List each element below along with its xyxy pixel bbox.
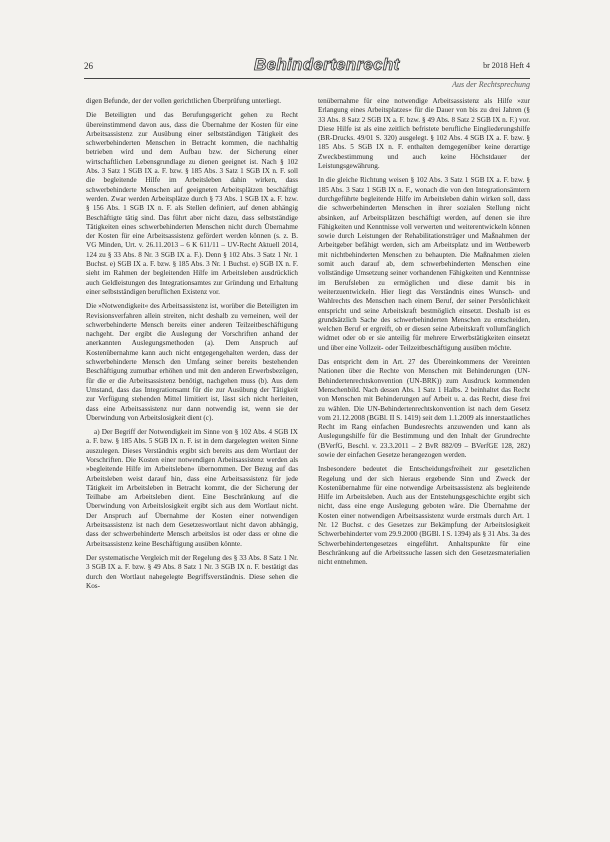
paragraph: Die »Notwendigkeit« des Arbeitsassistenz ist, worüber die Beteiligten im Revisionsverfahren allein streiten, nicht deshalb zu verneinen, weil der schwerbehinderte Mensch bereits einer anderen Teilzeitbeschäftigung nachgeht. Der ergibt die Auslegung der Vorschriften anhand der anerkannten Auslegungsmethoden (a). Dem Anspruch auf Kostenübernahme kann auch nicht entgegengehalten werden, dass der schwerbehinderte Mensch den Umfang seiner bereits bestehenden Beschäftigung zumutbar erhöhen und mit den anderen Erwerbsbezügen, für die er die Arbeitsassistenz benötigt, nachgehen muss (b). Aus dem Umstand, dass das Integrationsamt für die zur Ausübung der Tätigkeit zur Verfügung stehenden Mittel limitiert ist, lässt sich nicht herleiten, dass eine Arbeitsassistenz nur dann notwendig ist, wenn sie der Überwindung von Arbeitslosigkeit dient (c).: [86, 302, 298, 422]
paragraph: a) Der Begriff der Notwendigkeit im Sinne von § 102 Abs. 4 SGB IX a. F. bzw. § 185 Abs. 5 SGB IX n. F. ist in dem dargelegten weiten Sinne auszulegen. Dieses Verständnis ergibt sich bereits aus dem Wortlaut der Vorschriften. Die Kosten einer notwendigen Arbeitsassistenz werden als »begleitende Hilfe im Arbeitsleben« übernommen. Der Bezug auf das Arbeitsleben weist darauf hin, dass eine Arbeitsassistenz für jede Tätigkeit im Arbeitsleben in Betracht kommt, die der Sicherung der Teilhabe am Arbeitsleben dient. Eine Beschränkung auf die Überwindung von Arbeitslosigkeit ergibt sich aus dem Wortlaut nicht. Der Anspruch auf Übernahme der Kosten einer notwendigen Arbeitsassistenz ist nach dem Gesetzeswortlaut nicht davon abhängig, dass der schwerbehinderte Mensch arbeitslos ist oder dass er ohne die Arbeitsassistenz keine Beschäftigung ausüben könnte.: [86, 428, 298, 548]
paragraph: Der systematische Vergleich mit der Regelung des § 33 Abs. 8 Satz 1 Nr. 3 SGB IX a. F. bzw. § 49 Abs. 8 Satz 1 Nr. 3 SGB IX n. F. bestätigt das durch den Wortlaut nahegelegte Begriffsverständnis. Diese sehen die Kos-: [86, 553, 298, 590]
left-column: [86, 97, 298, 596]
right-column: [318, 97, 530, 573]
paragraph: digen Befunde, der der vollen gerichtlichen Überprüfung unterliegt.: [86, 97, 281, 105]
paragraph: Die Beteiligten und das Berufungsgericht gehen zu Recht übereinstimmend davon aus, dass die Übernahme der Kosten für eine Arbeitsassistenz zur Ausübung einer selbstständigen Tätigkeit des schwerbehinderten Menschen in Betracht kommen, die nachhaltig betrieben wird und dem Aufbau bzw. der Sicherung einer wirtschaftlichen Lebensgrundlage zu dienen geeignet ist. Nach § 102 Abs. 3 Satz 1 SGB IX a. F. bzw. § 185 Abs. 3 Satz 1 SGB IX n. F. soll die begleitende Hilfe im Arbeitsleben dahin wirken, dass schwerbehinderte Menschen auf geeigneten Arbeitsplätzen beschäftigt werden. Zwar werden Arbeitsplätze durch § 73 Abs. 1 SGB IX a. F. bzw. § 156 Abs. 1 SGB IX n. F. als Stellen definiert, auf denen abhängig Beschäftigte tätig sind. Das führt aber nicht dazu, dass selbstständige Tätigkeiten eines schwerbehinderten Menschen nicht durch Übernahme der Kosten für eine Arbeitsassistenz gefördert werden können (s. z. B. VG Minden, Urt. v. 26.11.2013 – 6 K 611/11 – UV-Recht Aktuell 2014, 124 zu § 33 Abs. 8 Nr. 3 SGB IX a. F.). Denn § 102 Abs. 3 Satz 1 Nr. 1 Buchst. e) SGB IX a. F. bzw. § 185 Abs. 3 Nr. 1 Buchst. e) SGB IX n. F. sieht im Rahmen der begleitenden Hilfe im Arbeitsleben ausdrücklich auch Geldleistungen des Integrationsamtes zur Gründung und Erhaltung einer selbstständigen beruflichen Existenz vor.: [86, 111, 298, 296]
paragraph: Das entspricht dem in Art. 27 des Übereinkommens der Vereinten Nationen über die Rechte von Menschen mit Behinderungen (UN-Behindertenrechtskonvention (UN-BRK)) zum Ausdruck kommenden Menschenbild. Nach dessen Abs. 1 Satz 1 Halbs. 2 beinhaltet das Recht von Menschen mit Behinderungen auf Arbeit u. a. das Recht, diese frei zu wählen. Die UN-Behindertenrechtskonvention ist nach dem Gesetz vom 21.12.2008 (BGBl. II S. 1419) seit dem 1.1.2009 als innerstaatliches Recht im Rang einfachen Bundesrechts anzuwenden und kann als Auslegungshilfe für die Bestimmung und den Inhalt der Grundrechte (BVerfG, Beschl. v. 23.3.2011 – 2 BvR 882/09 – BVerfGE 128, 282) sowie der einfachen Gesetze herangezogen werden.: [318, 358, 530, 459]
issue-reference: br 2018 Heft 4: [483, 61, 530, 70]
running-header: [84, 56, 530, 79]
journal-logo: Behindertenrecht: [254, 55, 400, 74]
page-number: 26: [84, 61, 93, 71]
paragraph: In die gleiche Richtung weisen § 102 Abs. 3 Satz 1 SGB IX a. F. bzw. § 185 Abs. 3 Satz 1 SGB IX n. F., wonach die von den Integrationsämtern durchgeführte begleitende Hilfe im Arbeitsleben dahin wirken soll, dass die schwerbehinderten Menschen in ihrer sozialen Stellung nicht absinken, auf Arbeitsplätzen beschäftigt werden, auf denen sie ihre Fähigkeiten und Kenntnisse voll verwerten und weiterentwickeln können sowie durch Leistungen der Rehabilitationsträger und Maßnahmen der Arbeitgeber befähigt werden, sich am Arbeitsplatz und im Wettbewerb mit nichtbehinderten Menschen zu behaupten. Die Maßnahmen zielen somit auch darauf ab, dem schwerbehinderten Menschen eine vollständige Umsetzung seiner vorhandenen Fähigkeiten und Kenntnisse im Berufsleben zu ermöglichen und diese damit bis in weiterzuentwickeln. Hier liegt das Verständnis eines Wunsch- und Wahlrechts des Menschen nach einem Beruf, der seiner Persönlichkeit entspricht und seine Arbeitskraft bestmöglich einsetzt. Deshalb ist es grundsätzlich Sache des schwerbehinderten Menschen zu entscheiden, welchen Beruf er ergreift, ob er diesen seine Arbeitskraft vollumfänglich widmet oder ob er sie anteilig für mehrere Erwerbstätigkeiten einsetzt und über eine Vollzeit- oder Teilzeitbeschäftigung ausüben möchte.: [318, 176, 530, 352]
paragraph: tenübernahme für eine notwendige Arbeitsassistenz als Hilfe »zur Erlangung eines Arbeitsplatzes« für die Dauer von bis zu drei Jahren (§ 33 Abs. 8 Satz 2 SGB IX a. F. bzw. § 49 Abs. 8 Satz 2 SGB IX n. F.) vor. Diese Hilfe ist als eine zeitlich befristete berufliche Eingliederungshilfe (BR-Drucks. 49/01 S. 320) ausgelegt. § 102 Abs. 4 SGB IX a. F. bzw. § 185 Abs. 5 SGB IX n. F. enthalten demgegenüber keine derartige Zweckbestimmung und auch keine Höchstdauer der Leistungsgewährung.: [318, 97, 530, 171]
paragraph: Insbesondere bedeutet die Entscheidungsfreiheit zur gesetzlichen Regelung und der sich hieraus ergebende Sinn und Zweck der Kostenübernahme für eine notwendige Arbeitsassistenz als begleitende Hilfe im Arbeitsleben. Auch aus der Entstehungsgeschichte ergibt sich nicht, dass eine enge Auslegung geboten wäre. Die Übernahme der Kosten einer notwendigen Arbeitsassistenz wurde erstmals durch Art. 1 Nr. 12 Buchst. c des Gesetzes zur Bekämpfung der Arbeitslosigkeit Schwerbehinderter vom 29.9.2000 (BGBl. I S. 1394) als § 31 Abs. 3a des Schwerbehindertengesetzes eingeführt. Anhaltspunkte für eine Beschränkung auf die Arbeitssuche lassen sich den Gesetzesmaterialien nicht entnehmen.: [318, 465, 530, 567]
section-label: Aus der Rechtsprechung: [452, 80, 530, 89]
